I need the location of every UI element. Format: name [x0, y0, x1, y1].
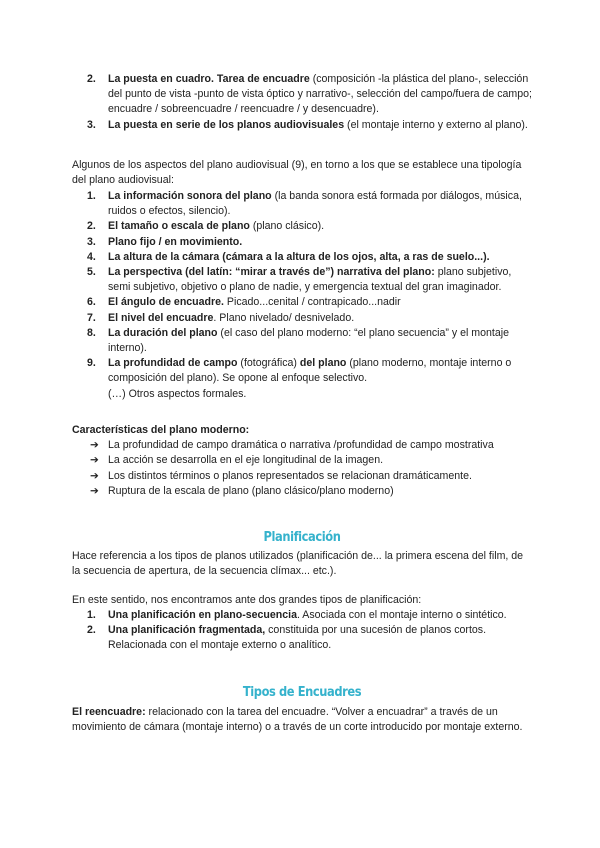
list-item — [72, 118, 532, 133]
item-text: constituida por una sucesión de planos cortos. Relacionada con el montaje externo o analítico. — [108, 624, 487, 652]
item-bold: Una planificación en plano-secuencia — [108, 609, 297, 621]
item-bold: La puesta en serie de los planos audiovisuales — [108, 118, 345, 131]
reencuadre-text: relacionado con la tarea del encuadre. “Volver a encuadrar” a través de un movimiento de cámara (montaje interno) o a través de un corte introducido por montaje externo. — [72, 706, 523, 734]
list-item — [72, 295, 532, 310]
arrow-icon: ➔ — [90, 484, 99, 497]
bullet-text: La acción se desarrolla en el eje longitudinal de la imagen. — [108, 454, 384, 467]
list-item — [72, 311, 532, 326]
item-number: 7. — [87, 311, 96, 324]
intro-paragraph: Algunos de los aspectos del plano audiovisual (9), en torno a los que se establece una tipología del plano audiovisual: — [72, 159, 522, 187]
item-bold: Plano fijo / en movimiento. — [108, 235, 243, 248]
item-bold: El nivel del encuadre — [108, 311, 214, 324]
arrow-icon: ➔ — [90, 439, 99, 452]
bullet-text: La profundidad de campo dramática o narrativa /profundidad de campo mostrativa — [108, 439, 494, 452]
list-item — [72, 623, 532, 653]
list-item — [72, 72, 532, 118]
reencuadre-term: El reencuadre: — [72, 706, 146, 718]
item-number: 9. — [87, 357, 96, 370]
item-bold: La profundidad de campo — [108, 357, 238, 370]
bullet-text: Los distintos términos o planos representados se relacionan dramáticamente. — [108, 469, 472, 482]
item-number: 3. — [87, 235, 96, 248]
list-item — [72, 235, 532, 250]
item-bold: El tamaño o escala de plano — [108, 220, 250, 233]
list-item — [72, 356, 532, 402]
bullet-item — [72, 469, 532, 484]
numbered-list-b — [72, 189, 532, 402]
item-text: (fotográfica) — [237, 357, 300, 370]
item-number: 8. — [87, 326, 96, 339]
item-bold-2: del plano — [299, 357, 347, 370]
heading-planificacion: Planificación — [263, 529, 341, 545]
item-text: (la banda sonora está formada por diálogos, música, ruidos o efectos, silencio). — [108, 190, 522, 218]
item-text: . Asociada con el montaje interno o sintético. — [296, 609, 507, 621]
item-text: (composición -la plástica del plano-, selección del punto de vista -punto de vista óptico y narrativo-, selección del campo/fuera de campo; encuadre / sobreencuadre / reencuadre / y desencuadre). — [108, 73, 532, 116]
item-number: 5. — [87, 266, 96, 279]
item-bold: La información sonora del plano — [108, 190, 272, 202]
arrow-icon: ➔ — [90, 469, 99, 482]
item-text: . Plano nivelado/ desnivelado. — [213, 311, 355, 324]
item-bold: Una planificación fragmentada, — [108, 624, 266, 637]
item-text: (plano clásico). — [249, 220, 325, 233]
bullet-text: Ruptura de la escala de plano (plano clásico/plano moderno) — [108, 484, 394, 497]
item-number: 2. — [87, 73, 96, 85]
item-number: 1. — [87, 190, 96, 202]
item-bold: La altura de la cámara (cámara a la altura de los ojos, alta, a ras de suelo...). — [108, 250, 490, 263]
planificacion-list — [72, 608, 532, 654]
item-bold: La puesta en cuadro. Tarea de encuadre — [108, 73, 310, 85]
item-text: (el montaje interno y externo al plano). — [344, 118, 528, 131]
list-item — [72, 326, 532, 356]
item-bold: La duración del plano — [108, 326, 218, 339]
caracteristicas-heading: Características del plano moderno: — [72, 424, 250, 436]
bullet-item — [72, 438, 532, 453]
arrow-icon: ➔ — [90, 454, 99, 467]
list-item — [72, 608, 532, 623]
item-extra: (…) Otros aspectos formales. — [108, 387, 247, 400]
item-text: plano subjetivo, semi subjetivo, objetivo o plano de nadie, y emergencia textual del gran imaginador. — [108, 266, 512, 294]
list-item — [72, 219, 532, 234]
item-number: 6. — [87, 296, 96, 309]
item-text: (el caso del plano moderno: “el plano secuencia” y el montaje interno). — [108, 326, 509, 355]
item-number: 1. — [87, 609, 96, 621]
caracteristicas-section — [72, 423, 532, 499]
list-item — [72, 250, 532, 265]
item-number: 4. — [87, 250, 96, 263]
bullet-item — [72, 453, 532, 468]
heading-tipos-encuadres: Tipos de Encuadres — [242, 684, 362, 700]
bullet-item — [72, 484, 532, 499]
item-number: 2. — [87, 624, 96, 637]
item-bold: El ángulo de encuadre. — [108, 296, 224, 309]
planificacion-paragraph-1: Hace referencia a los tipos de planos utilizados (planificación de... la primera escena del film, de la secuencia de apertura, de la secuencia clímax... etc.). — [72, 550, 524, 578]
planificacion-paragraph-2: En este sentido, nos encontramos ante dos grandes tipos de planificación: — [72, 594, 422, 606]
item-number: 3. — [87, 118, 96, 131]
item-number: 2. — [87, 220, 96, 233]
item-bold: La perspectiva (del latín: “mirar a través de”) narrativa del plano: — [108, 266, 435, 279]
item-text-2: (plano moderno, montaje interno o composición del plano). Se opone al enfoque selectivo. — [108, 357, 512, 385]
list-item — [72, 189, 532, 219]
numbered-list-a — [72, 72, 532, 133]
reencuadre-paragraph — [72, 705, 532, 735]
list-item — [72, 265, 532, 295]
item-text: Picado...cenital / contrapicado...nadir — [223, 296, 401, 309]
